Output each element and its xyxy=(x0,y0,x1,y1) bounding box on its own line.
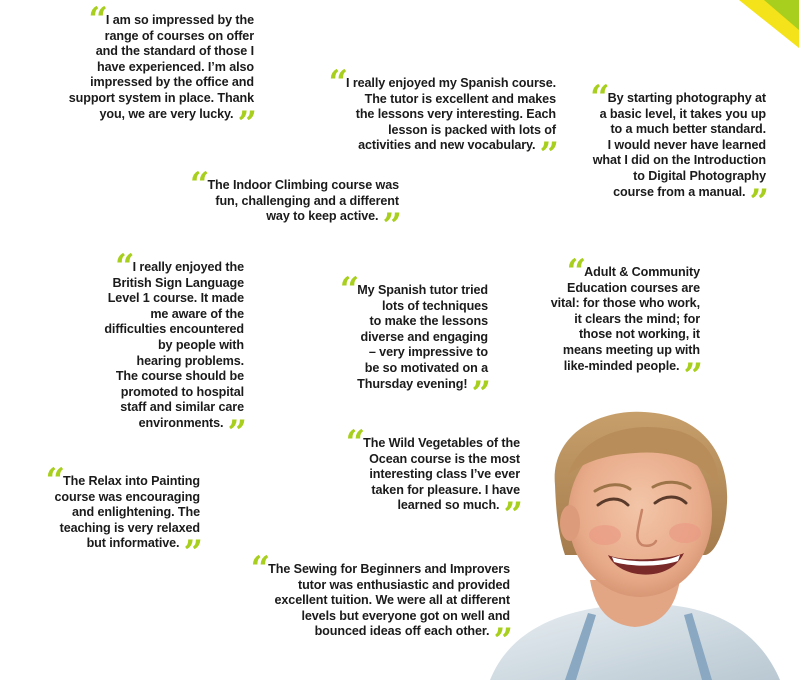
testimonial-text: The Relax into Painting course was encouraging and enlightening. The teaching is very relaxed but informative. xyxy=(54,474,200,551)
testimonial-text: I really enjoyed the British Sign Language Level 1 course. It made me aware of the difficulties encountered by people with hearing problems. The course should be promoted to hospital staff and similar care environments. xyxy=(104,260,244,430)
testimonial-spanish-course: “I really enjoyed my Spanish course. The tutor is excellent and makes the lessons very interesting. Each lesson is packed with lots of activities and new vocabulary. ” xyxy=(328,63,556,176)
testimonial-text: The Indoor Climbing course was fun, challenging and a different way to keep active. xyxy=(207,178,399,224)
testimonial-wild-vegetables: “The Wild Vegetables of the Ocean course is the most interesting class I’ve ever taken for pleasure. I have learned so much. ” xyxy=(345,423,520,536)
testimonial-photography: “By starting photography at a basic level, it takes you up to a much better standard. I would never have learned what I did on the Introduction to Digital Photography course from a manual. ” xyxy=(590,78,766,222)
corner-accent-shape xyxy=(709,0,799,60)
testimonial-text: The Wild Vegetables of the Ocean course is the most interesting class I’ve ever taken for pleasure. I have learned so much. xyxy=(363,436,520,513)
testimonial-sign-language: “I really enjoyed the British Sign Language Level 1 course. It made me aware of the difficulties encountered by people with hearing problems. The course should be promoted to hospital staff and similar care environments. ” xyxy=(104,247,244,453)
testimonial-spanish-tutor: “My Spanish tutor tried lots of techniques to make the lessons diverse and engaging – very impressive to be so motivated on a Thursday evening! ” xyxy=(339,270,488,414)
smiling-woman-photo xyxy=(470,405,799,680)
testimonial-sewing: “The Sewing for Beginners and Improvers tutor was enthusiastic and provided excellent tuition. We were all at different levels but everyone got on well and bounced ideas off each other. ” xyxy=(250,549,510,662)
testimonial-text: By starting photography at a basic level, it takes you up to a much better standard. I would never have learned what I did on the Introduction to Digital Photography course from a manual. xyxy=(592,91,766,199)
testimonial-relax-painting: “The Relax into Painting course was encouraging and enlightening. The teaching is very relaxed but informative. ” xyxy=(45,461,200,574)
testimonial-text: Adult & Community Education courses are vital: for those who work, it clears the mind; for those not working, it means meeting up with like-minded people. xyxy=(550,265,700,373)
testimonial-text: I really enjoyed my Spanish course. The tutor is excellent and makes the lessons very interesting. Each lesson is packed with lots of activities and new vocabulary. xyxy=(346,76,556,153)
testimonial-courses-on-offer: “I am so impressed by the range of courses on offer and the standard of those I have experienced. I’m also impressed by the office and support system in place. Thank you, we are very lucky. ” xyxy=(68,0,254,144)
testimonial-adult-community: “Adult & Community Education courses are vital: for those who work, it clears the mind; for those not working, it means meeting up with like-minded people. ” xyxy=(550,252,700,396)
testimonial-text: I am so impressed by the range of courses on offer and the standard of those I have experienced. I’m also impressed by the office and support system in place. Thank you, we are very lucky. xyxy=(68,13,254,121)
testimonial-text: My Spanish tutor tried lots of techniques to make the lessons diverse and engaging – very impressive to be so motivated on a Thursday evening! xyxy=(357,283,488,391)
testimonial-indoor-climbing: “The Indoor Climbing course was fun, challenging and a different way to keep active. ” xyxy=(189,165,399,247)
testimonial-text: The Sewing for Beginners and Improvers tutor was enthusiastic and provided excellent tuition. We were all at different levels but everyone got on well and bounced ideas off each other. xyxy=(268,562,510,639)
